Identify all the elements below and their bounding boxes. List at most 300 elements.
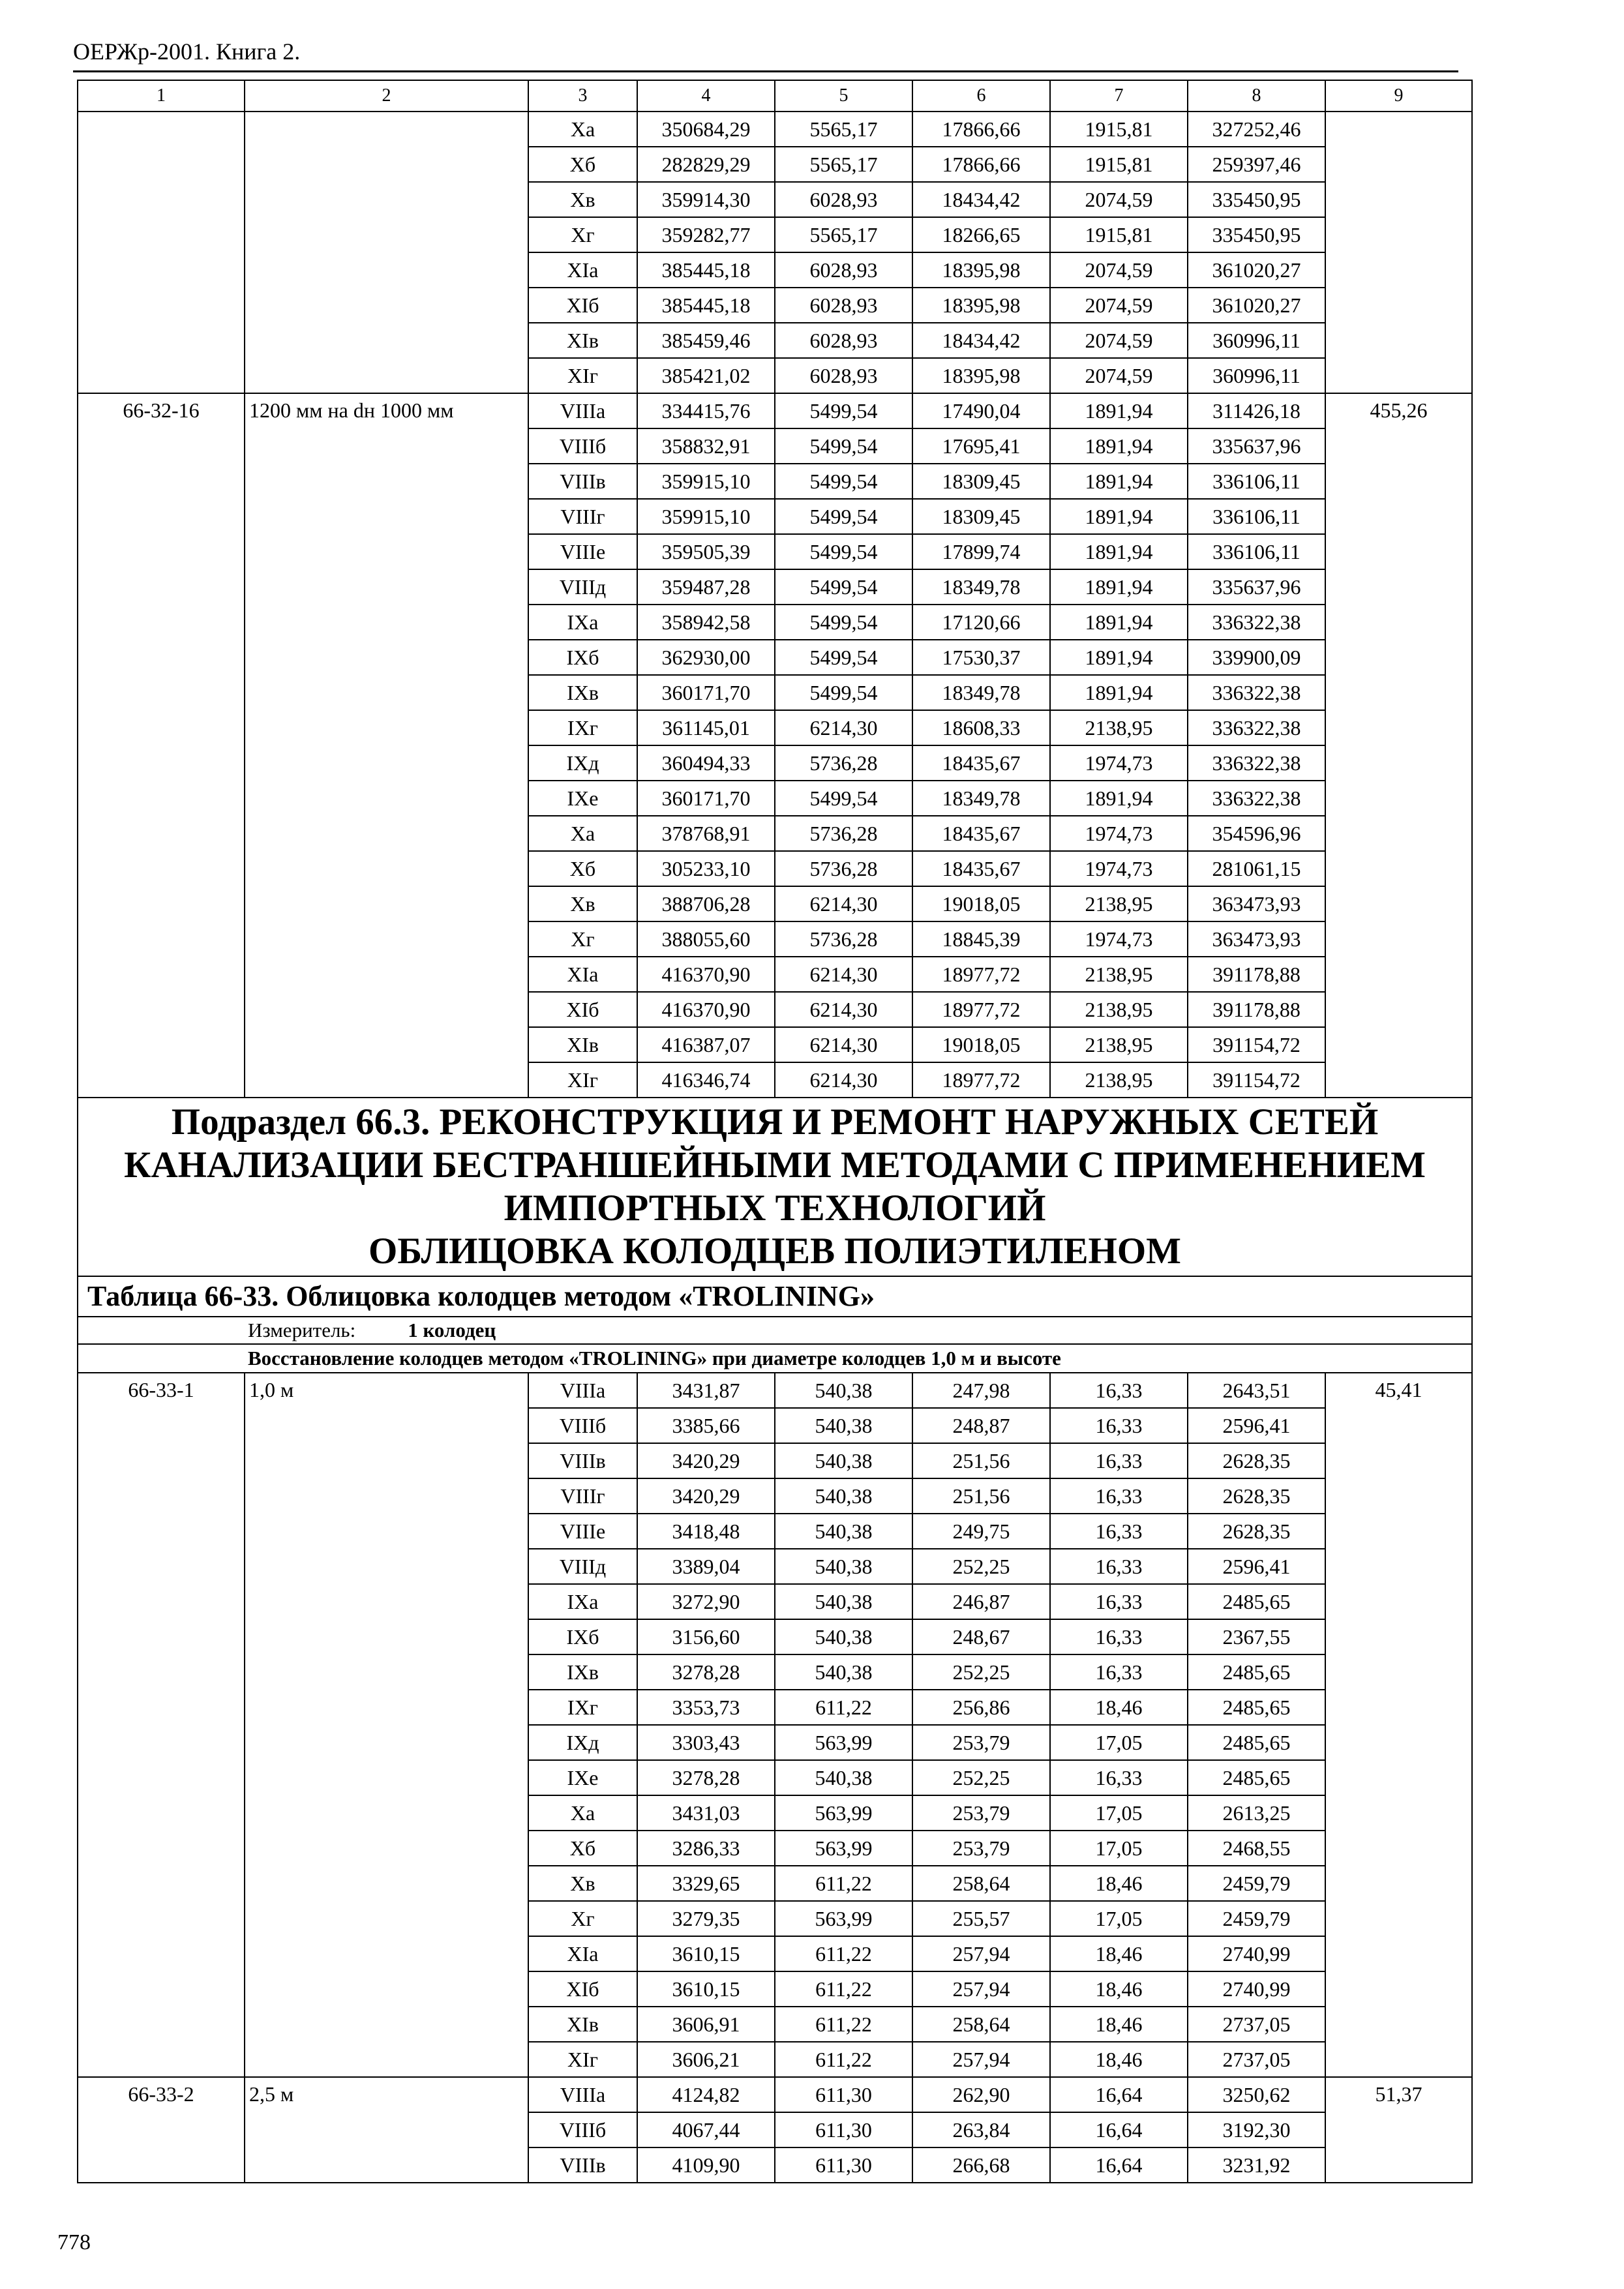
- material-cost-cell: 2485,65: [1188, 1725, 1325, 1760]
- wage-cell: 611,30: [775, 2147, 912, 2183]
- total-cost-cell: 3606,21: [637, 2042, 775, 2077]
- wage-cell: 6214,30: [775, 957, 912, 992]
- zone-cell: IXг: [528, 1690, 637, 1725]
- total-cost-cell: 3278,28: [637, 1654, 775, 1690]
- driver-wage-cell: 18,46: [1050, 2042, 1188, 2077]
- zone-cell: VIIIб: [528, 1408, 637, 1443]
- column-number: 5: [775, 80, 912, 112]
- wage-cell: 540,38: [775, 1478, 912, 1514]
- machine-cost-cell: 18395,98: [912, 358, 1050, 393]
- total-cost-cell: 4109,90: [637, 2147, 775, 2183]
- driver-wage-cell: 16,33: [1050, 1760, 1188, 1795]
- total-cost-cell: 361145,01: [637, 710, 775, 745]
- machine-cost-cell: 18435,67: [912, 851, 1050, 886]
- meter-value: 1 колодец: [408, 1319, 496, 1341]
- driver-wage-cell: 1891,94: [1050, 393, 1188, 428]
- material-cost-cell: 363473,93: [1188, 886, 1325, 921]
- material-cost-cell: 311426,18: [1188, 393, 1325, 428]
- total-cost-cell: 3420,29: [637, 1443, 775, 1478]
- subsection-title: Подраздел 66.3. РЕКОНСТРУКЦИЯ И РЕМОНТ НАРУЖНЫХ СЕТЕЙ КАНАЛИЗАЦИИ БЕСТРАНШЕЙНЫМИ МЕТОДАМИ С ПРИМЕНЕНИЕМ ИМПОРТНЫХ ТЕХНОЛОГИЙ: [124, 1101, 1426, 1229]
- machine-cost-cell: 255,57: [912, 1901, 1050, 1936]
- zone-cell: VIIIг: [528, 1478, 637, 1514]
- labor-cell: [1325, 112, 1472, 393]
- table-row: [78, 1373, 1472, 1408]
- total-cost-cell: 359915,10: [637, 464, 775, 499]
- total-cost-cell: 3606,91: [637, 2007, 775, 2042]
- material-cost-cell: 2596,41: [1188, 1408, 1325, 1443]
- material-cost-cell: 2468,55: [1188, 1831, 1325, 1866]
- total-cost-cell: 416370,90: [637, 957, 775, 992]
- header-rule: [73, 70, 1458, 72]
- column-number: 4: [637, 80, 775, 112]
- driver-wage-cell: 2138,95: [1050, 886, 1188, 921]
- total-cost-cell: 388055,60: [637, 921, 775, 957]
- driver-wage-cell: 18,46: [1050, 2007, 1188, 2042]
- material-cost-cell: 391154,72: [1188, 1062, 1325, 1098]
- driver-wage-cell: 16,33: [1050, 1514, 1188, 1549]
- machine-cost-cell: 18349,78: [912, 781, 1050, 816]
- running-header: ОЕРЖр-2001. Книга 2.: [73, 38, 301, 65]
- wage-cell: 5499,54: [775, 499, 912, 534]
- wage-cell: 611,22: [775, 1971, 912, 2007]
- wage-cell: 611,30: [775, 2112, 912, 2147]
- driver-wage-cell: 16,33: [1050, 1408, 1188, 1443]
- machine-cost-cell: 17490,04: [912, 393, 1050, 428]
- zone-cell: XIг: [528, 1062, 637, 1098]
- wage-cell: 611,30: [775, 2077, 912, 2112]
- driver-wage-cell: 16,33: [1050, 1443, 1188, 1478]
- material-cost-cell: 2459,79: [1188, 1901, 1325, 1936]
- wage-cell: 611,22: [775, 2042, 912, 2077]
- wage-cell: 6214,30: [775, 710, 912, 745]
- total-cost-cell: 4067,44: [637, 2112, 775, 2147]
- total-cost-cell: 3272,90: [637, 1584, 775, 1619]
- zone-cell: IXв: [528, 675, 637, 710]
- zone-cell: IXд: [528, 745, 637, 781]
- machine-cost-cell: 19018,05: [912, 1027, 1050, 1062]
- machine-cost-cell: 18434,42: [912, 323, 1050, 358]
- total-cost-cell: 385459,46: [637, 323, 775, 358]
- driver-wage-cell: 16,33: [1050, 1478, 1188, 1514]
- wage-cell: 5736,28: [775, 851, 912, 886]
- wage-cell: 5736,28: [775, 816, 912, 851]
- wage-cell: 6028,93: [775, 323, 912, 358]
- material-cost-cell: 336322,38: [1188, 675, 1325, 710]
- total-cost-cell: 3385,66: [637, 1408, 775, 1443]
- description-row: [78, 1344, 1472, 1373]
- material-cost-cell: 2367,55: [1188, 1619, 1325, 1654]
- machine-cost-cell: 19018,05: [912, 886, 1050, 921]
- zone-cell: Xa: [528, 1795, 637, 1831]
- wage-cell: 540,38: [775, 1654, 912, 1690]
- column-number: 1: [78, 80, 245, 112]
- material-cost-cell: 2628,35: [1188, 1514, 1325, 1549]
- driver-wage-cell: 2138,95: [1050, 1027, 1188, 1062]
- wage-cell: 5499,54: [775, 675, 912, 710]
- material-cost-cell: 361020,27: [1188, 288, 1325, 323]
- machine-cost-cell: 17120,66: [912, 605, 1050, 640]
- material-cost-cell: 2628,35: [1188, 1478, 1325, 1514]
- description: Восстановление колодцев методом «TROLINING» при диаметре колодцев 1,0 м и высоте: [78, 1344, 1472, 1373]
- zone-cell: IXб: [528, 1619, 637, 1654]
- zone-cell: Xв: [528, 886, 637, 921]
- zone-cell: Xв: [528, 182, 637, 217]
- total-cost-cell: 3431,87: [637, 1373, 775, 1408]
- machine-cost-cell: 18608,33: [912, 710, 1050, 745]
- driver-wage-cell: 18,46: [1050, 1971, 1188, 2007]
- wage-cell: 5499,54: [775, 393, 912, 428]
- wage-cell: 5736,28: [775, 745, 912, 781]
- material-cost-cell: 363473,93: [1188, 921, 1325, 957]
- name-cell: 1200 мм на dн 1000 мм: [245, 393, 528, 1098]
- machine-cost-cell: 257,94: [912, 1936, 1050, 1971]
- driver-wage-cell: 2138,95: [1050, 710, 1188, 745]
- total-cost-cell: 359914,30: [637, 182, 775, 217]
- driver-wage-cell: 1891,94: [1050, 428, 1188, 464]
- zone-cell: Xб: [528, 1831, 637, 1866]
- total-cost-cell: 4124,82: [637, 2077, 775, 2112]
- material-cost-cell: 2740,99: [1188, 1971, 1325, 2007]
- total-cost-cell: 3286,33: [637, 1831, 775, 1866]
- zone-cell: VIIIг: [528, 499, 637, 534]
- zone-cell: VIIIв: [528, 2147, 637, 2183]
- wage-cell: 540,38: [775, 1373, 912, 1408]
- total-cost-cell: 3279,35: [637, 1901, 775, 1936]
- total-cost-cell: 3329,65: [637, 1866, 775, 1901]
- machine-cost-cell: 247,98: [912, 1373, 1050, 1408]
- zone-cell: IXб: [528, 640, 637, 675]
- table-row: [78, 393, 1472, 428]
- wage-cell: 611,22: [775, 2007, 912, 2042]
- material-cost-cell: 336322,38: [1188, 781, 1325, 816]
- zone-cell: XIб: [528, 1971, 637, 2007]
- material-cost-cell: 336106,11: [1188, 499, 1325, 534]
- total-cost-cell: 385421,02: [637, 358, 775, 393]
- code-cell: [78, 112, 245, 393]
- machine-cost-cell: 17530,37: [912, 640, 1050, 675]
- total-cost-cell: 385445,18: [637, 288, 775, 323]
- material-cost-cell: 2485,65: [1188, 1760, 1325, 1795]
- driver-wage-cell: 18,46: [1050, 1866, 1188, 1901]
- total-cost-cell: 416387,07: [637, 1027, 775, 1062]
- machine-cost-cell: 18977,72: [912, 992, 1050, 1027]
- driver-wage-cell: 17,05: [1050, 1795, 1188, 1831]
- zone-cell: XIв: [528, 2007, 637, 2042]
- machine-cost-cell: 18977,72: [912, 957, 1050, 992]
- machine-cost-cell: 17899,74: [912, 534, 1050, 569]
- material-cost-cell: 2485,65: [1188, 1584, 1325, 1619]
- driver-wage-cell: 16,64: [1050, 2147, 1188, 2183]
- total-cost-cell: 334415,76: [637, 393, 775, 428]
- driver-wage-cell: 2138,95: [1050, 1062, 1188, 1098]
- total-cost-cell: 3278,28: [637, 1760, 775, 1795]
- zone-cell: Xг: [528, 921, 637, 957]
- zone-cell: VIIIд: [528, 569, 637, 605]
- zone-cell: VIIIд: [528, 1549, 637, 1584]
- code-cell: 66-33-2: [78, 2077, 245, 2183]
- machine-cost-cell: 18349,78: [912, 569, 1050, 605]
- machine-cost-cell: 251,56: [912, 1478, 1050, 1514]
- machine-cost-cell: 18395,98: [912, 252, 1050, 288]
- zone-cell: XIв: [528, 1027, 637, 1062]
- material-cost-cell: 361020,27: [1188, 252, 1325, 288]
- zone-cell: XIб: [528, 288, 637, 323]
- zone-cell: VIIIв: [528, 464, 637, 499]
- zone-cell: Xa: [528, 816, 637, 851]
- total-cost-cell: 3420,29: [637, 1478, 775, 1514]
- material-cost-cell: 2596,41: [1188, 1549, 1325, 1584]
- zone-cell: VIIIб: [528, 2112, 637, 2147]
- machine-cost-cell: 257,94: [912, 1971, 1050, 2007]
- driver-wage-cell: 1915,81: [1050, 217, 1188, 252]
- machine-cost-cell: 18434,42: [912, 182, 1050, 217]
- name-cell: 2,5 м: [245, 2077, 528, 2183]
- total-cost-cell: 359487,28: [637, 569, 775, 605]
- machine-cost-cell: 257,94: [912, 2042, 1050, 2077]
- material-cost-cell: 360996,11: [1188, 323, 1325, 358]
- zone-cell: XIг: [528, 2042, 637, 2077]
- labor-cell: 51,37: [1325, 2077, 1472, 2183]
- wage-cell: 6028,93: [775, 288, 912, 323]
- driver-wage-cell: 17,05: [1050, 1725, 1188, 1760]
- total-cost-cell: 3418,48: [637, 1514, 775, 1549]
- column-number: 6: [912, 80, 1050, 112]
- wage-cell: 540,38: [775, 1549, 912, 1584]
- subsection-subtitle: ОБЛИЦОВКА КОЛОДЦЕВ ПОЛИЭТИЛЕНОМ: [368, 1231, 1181, 1272]
- driver-wage-cell: 16,33: [1050, 1584, 1188, 1619]
- machine-cost-cell: 18309,45: [912, 464, 1050, 499]
- machine-cost-cell: 18266,65: [912, 217, 1050, 252]
- material-cost-cell: 3231,92: [1188, 2147, 1325, 2183]
- zone-cell: IXг: [528, 710, 637, 745]
- driver-wage-cell: 1891,94: [1050, 464, 1188, 499]
- wage-cell: 540,38: [775, 1514, 912, 1549]
- machine-cost-cell: 18435,67: [912, 745, 1050, 781]
- driver-wage-cell: 1891,94: [1050, 605, 1188, 640]
- wage-cell: 6028,93: [775, 182, 912, 217]
- wage-cell: 563,99: [775, 1725, 912, 1760]
- driver-wage-cell: 2074,59: [1050, 252, 1188, 288]
- wage-cell: 5499,54: [775, 464, 912, 499]
- material-cost-cell: 3250,62: [1188, 2077, 1325, 2112]
- wage-cell: 5499,54: [775, 569, 912, 605]
- driver-wage-cell: 17,05: [1050, 1901, 1188, 1936]
- driver-wage-cell: 16,64: [1050, 2112, 1188, 2147]
- driver-wage-cell: 18,46: [1050, 1936, 1188, 1971]
- total-cost-cell: 378768,91: [637, 816, 775, 851]
- wage-cell: 540,38: [775, 1443, 912, 1478]
- total-cost-cell: 3303,43: [637, 1725, 775, 1760]
- machine-cost-cell: 17866,66: [912, 147, 1050, 182]
- zone-cell: IXe: [528, 1760, 637, 1795]
- total-cost-cell: 358832,91: [637, 428, 775, 464]
- driver-wage-cell: 1891,94: [1050, 781, 1188, 816]
- machine-cost-cell: 252,25: [912, 1760, 1050, 1795]
- material-cost-cell: 335637,96: [1188, 428, 1325, 464]
- zone-cell: VIIIв: [528, 1443, 637, 1478]
- material-cost-cell: 2643,51: [1188, 1373, 1325, 1408]
- material-cost-cell: 327252,46: [1188, 112, 1325, 147]
- column-number: 2: [245, 80, 528, 112]
- total-cost-cell: 362930,00: [637, 640, 775, 675]
- total-cost-cell: 388706,28: [637, 886, 775, 921]
- machine-cost-cell: 263,84: [912, 2112, 1050, 2147]
- material-cost-cell: 336322,38: [1188, 605, 1325, 640]
- machine-cost-cell: 17695,41: [912, 428, 1050, 464]
- wage-cell: 5499,54: [775, 428, 912, 464]
- driver-wage-cell: 1915,81: [1050, 112, 1188, 147]
- material-cost-cell: 2737,05: [1188, 2007, 1325, 2042]
- machine-cost-cell: 252,25: [912, 1654, 1050, 1690]
- machine-cost-cell: 246,87: [912, 1584, 1050, 1619]
- table-row: [78, 2077, 1472, 2112]
- zone-cell: IXв: [528, 1654, 637, 1690]
- wage-cell: 5565,17: [775, 217, 912, 252]
- column-number: 8: [1188, 80, 1325, 112]
- driver-wage-cell: 1891,94: [1050, 499, 1188, 534]
- total-cost-cell: 358942,58: [637, 605, 775, 640]
- wage-cell: 6214,30: [775, 1062, 912, 1098]
- code-cell: 66-32-16: [78, 393, 245, 1098]
- driver-wage-cell: 2074,59: [1050, 323, 1188, 358]
- wage-cell: 563,99: [775, 1901, 912, 1936]
- material-cost-cell: 336322,38: [1188, 745, 1325, 781]
- wage-cell: 6028,93: [775, 358, 912, 393]
- total-cost-cell: 385445,18: [637, 252, 775, 288]
- material-cost-cell: 335450,95: [1188, 182, 1325, 217]
- zone-cell: XIa: [528, 957, 637, 992]
- driver-wage-cell: 16,33: [1050, 1619, 1188, 1654]
- machine-cost-cell: 18977,72: [912, 1062, 1050, 1098]
- machine-cost-cell: 18845,39: [912, 921, 1050, 957]
- zone-cell: Xв: [528, 1866, 637, 1901]
- wage-cell: 6214,30: [775, 1027, 912, 1062]
- driver-wage-cell: 1974,73: [1050, 851, 1188, 886]
- machine-cost-cell: 253,79: [912, 1725, 1050, 1760]
- machine-cost-cell: 262,90: [912, 2077, 1050, 2112]
- zone-cell: Xг: [528, 217, 637, 252]
- total-cost-cell: 359505,39: [637, 534, 775, 569]
- material-cost-cell: 2485,65: [1188, 1654, 1325, 1690]
- zone-cell: VIIIa: [528, 1373, 637, 1408]
- total-cost-cell: 360171,70: [637, 781, 775, 816]
- total-cost-cell: 360494,33: [637, 745, 775, 781]
- wage-cell: 5499,54: [775, 534, 912, 569]
- zone-cell: IXa: [528, 605, 637, 640]
- material-cost-cell: 391154,72: [1188, 1027, 1325, 1062]
- driver-wage-cell: 16,33: [1050, 1654, 1188, 1690]
- material-cost-cell: 2485,65: [1188, 1690, 1325, 1725]
- machine-cost-cell: 266,68: [912, 2147, 1050, 2183]
- machine-cost-cell: 253,79: [912, 1795, 1050, 1831]
- material-cost-cell: 354596,96: [1188, 816, 1325, 851]
- machine-cost-cell: 18349,78: [912, 675, 1050, 710]
- machine-cost-cell: 248,67: [912, 1619, 1050, 1654]
- page-number: 778: [57, 2230, 91, 2254]
- code-cell: 66-33-1: [78, 1373, 245, 2077]
- material-cost-cell: 2459,79: [1188, 1866, 1325, 1901]
- wage-cell: 611,22: [775, 1936, 912, 1971]
- table-title: Таблица 66-33. Облицовка колодцев методом «TROLINING»: [78, 1276, 1472, 1317]
- price-table: [77, 80, 1473, 2183]
- driver-wage-cell: 1891,94: [1050, 569, 1188, 605]
- driver-wage-cell: 1974,73: [1050, 816, 1188, 851]
- material-cost-cell: 335637,96: [1188, 569, 1325, 605]
- total-cost-cell: 3353,73: [637, 1690, 775, 1725]
- total-cost-cell: 305233,10: [637, 851, 775, 886]
- wage-cell: 540,38: [775, 1619, 912, 1654]
- zone-cell: VIIIa: [528, 393, 637, 428]
- machine-cost-cell: 253,79: [912, 1831, 1050, 1866]
- wage-cell: 540,38: [775, 1408, 912, 1443]
- driver-wage-cell: 17,05: [1050, 1831, 1188, 1866]
- material-cost-cell: 391178,88: [1188, 992, 1325, 1027]
- wage-cell: 611,22: [775, 1690, 912, 1725]
- material-cost-cell: 339900,09: [1188, 640, 1325, 675]
- zone-cell: IXд: [528, 1725, 637, 1760]
- driver-wage-cell: 1891,94: [1050, 675, 1188, 710]
- labor-cell: 455,26: [1325, 393, 1472, 1098]
- driver-wage-cell: 2074,59: [1050, 182, 1188, 217]
- material-cost-cell: 2613,25: [1188, 1795, 1325, 1831]
- wage-cell: 5736,28: [775, 921, 912, 957]
- zone-cell: VIIIa: [528, 2077, 637, 2112]
- name-cell: [245, 112, 528, 393]
- machine-cost-cell: 251,56: [912, 1443, 1050, 1478]
- total-cost-cell: 3156,60: [637, 1619, 775, 1654]
- wage-cell: 6214,30: [775, 992, 912, 1027]
- material-cost-cell: 3192,30: [1188, 2112, 1325, 2147]
- driver-wage-cell: 1974,73: [1050, 921, 1188, 957]
- material-cost-cell: 2628,35: [1188, 1443, 1325, 1478]
- subsection-heading-row: [78, 1098, 1472, 1276]
- total-cost-cell: 416370,90: [637, 992, 775, 1027]
- zone-cell: Xa: [528, 112, 637, 147]
- driver-wage-cell: 2074,59: [1050, 288, 1188, 323]
- zone-cell: Xг: [528, 1901, 637, 1936]
- driver-wage-cell: 16,33: [1050, 1549, 1188, 1584]
- wage-cell: 5499,54: [775, 640, 912, 675]
- meter-cell: [78, 1317, 1472, 1344]
- zone-cell: IXe: [528, 781, 637, 816]
- material-cost-cell: 2740,99: [1188, 1936, 1325, 1971]
- wage-cell: 6028,93: [775, 252, 912, 288]
- table-row: [78, 112, 1472, 147]
- total-cost-cell: 3431,03: [637, 1795, 775, 1831]
- material-cost-cell: 281061,15: [1188, 851, 1325, 886]
- table-title-row: [78, 1276, 1472, 1317]
- table-body: [78, 80, 1472, 2183]
- zone-cell: XIб: [528, 992, 637, 1027]
- zone-cell: XIa: [528, 252, 637, 288]
- machine-cost-cell: 17866,66: [912, 112, 1050, 147]
- total-cost-cell: 359282,77: [637, 217, 775, 252]
- driver-wage-cell: 2138,95: [1050, 957, 1188, 992]
- zone-cell: XIв: [528, 323, 637, 358]
- total-cost-cell: 350684,29: [637, 112, 775, 147]
- machine-cost-cell: 248,87: [912, 1408, 1050, 1443]
- name-cell: 1,0 м: [245, 1373, 528, 2077]
- wage-cell: 5499,54: [775, 605, 912, 640]
- driver-wage-cell: 2074,59: [1050, 358, 1188, 393]
- machine-cost-cell: 258,64: [912, 1866, 1050, 1901]
- driver-wage-cell: 1891,94: [1050, 640, 1188, 675]
- zone-cell: IXa: [528, 1584, 637, 1619]
- zone-cell: VIIIe: [528, 1514, 637, 1549]
- driver-wage-cell: 16,64: [1050, 2077, 1188, 2112]
- meter-row: [78, 1317, 1472, 1344]
- driver-wage-cell: 1891,94: [1050, 534, 1188, 569]
